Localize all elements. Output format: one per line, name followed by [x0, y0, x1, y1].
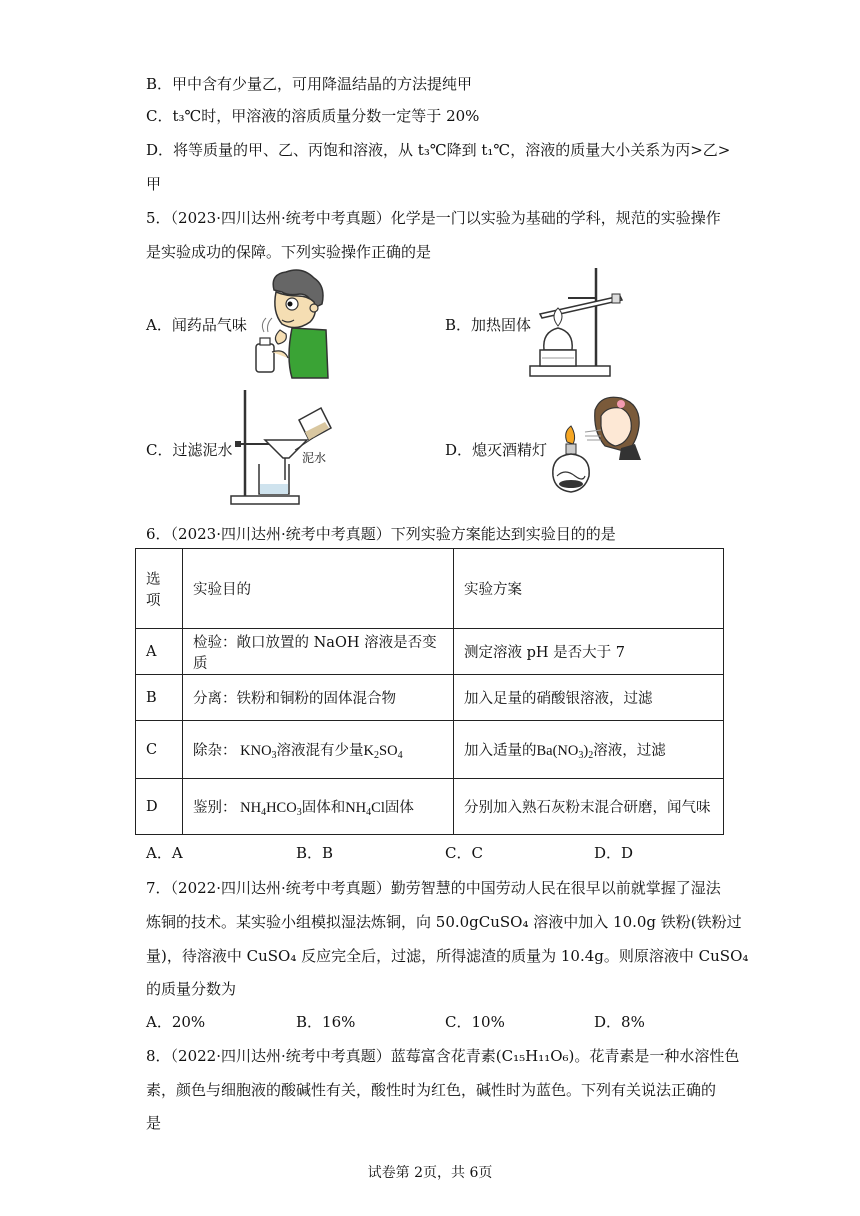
- table-row: [136, 629, 724, 675]
- q7-stem-line2: 炼铜的技术。某实验小组模拟湿法炼铜，向 50.0gCuSO₄ 溶液中加入 10.0g 铁粉(铁粉过: [146, 913, 742, 931]
- q7-answer-c: C．10%: [445, 1013, 505, 1031]
- page-footer: 试卷第 2页，共 6页: [367, 1165, 493, 1181]
- header-plan: 实验方案: [454, 549, 724, 629]
- header-purpose: 实验目的: [183, 549, 454, 629]
- row-plan: 加入足量的硝酸银溶液，过滤: [454, 675, 724, 721]
- q7-stem-line4: 的质量分数为: [146, 980, 237, 998]
- filtration-illustration: [225, 388, 343, 506]
- mud-water-label: 泥水: [302, 451, 327, 465]
- row-purpose: 检验：敞口放置的 NaOH 溶液是否变质: [183, 629, 454, 675]
- row-purpose: 分离：铁粉和铜粉的固体混合物: [183, 675, 454, 721]
- q5-option-b: B．加热固体: [445, 316, 532, 334]
- q6-answer-c: C．C: [445, 844, 483, 862]
- header-option: [136, 549, 183, 629]
- row-purpose: 除杂： $KNO_3$溶液混有少量$K_2SO_4$: [183, 721, 454, 779]
- table-row: [136, 675, 724, 721]
- row-plan: 分别加入熟石灰粉末混合研磨，闻气味: [454, 779, 724, 835]
- q8-stem-line3: 是: [146, 1114, 162, 1132]
- q8-stem-line1: 8．（2022·四川达州·统考中考真题）蓝莓富含花青素(C₁₅H₁₁O₆)。花青素是一种水溶性色: [146, 1047, 740, 1065]
- q7-answer-d: D．8%: [594, 1013, 645, 1031]
- q6-answer-d: D．D: [594, 844, 634, 862]
- q7-answer-b: B．16%: [296, 1013, 356, 1031]
- q5-stem-line1: 5．（2023·四川达州·统考中考真题）化学是一门以实验为基础的学科，规范的实验操作: [146, 209, 721, 227]
- header-option-line2: 项: [146, 592, 161, 609]
- row-plan: 加入适量的$Ba(NO_3)_2$溶液，过滤: [454, 721, 724, 779]
- q6-answer-a: A．A: [146, 844, 183, 862]
- q5-option-d: D．熄灭酒精灯: [445, 441, 548, 459]
- q7-answer-a: A．20%: [146, 1013, 206, 1031]
- q5-option-a: A．闻药品气味: [146, 316, 247, 334]
- row-option: D: [136, 779, 183, 835]
- q4-option-c: C．t₃℃时，甲溶液的溶质质量分数一定等于 20%: [146, 107, 480, 125]
- q7-stem-line1: 7．（2022·四川达州·统考中考真题）勤劳智慧的中国劳动人民在很早以前就掌握了湿法: [146, 879, 721, 897]
- row-option: B: [136, 675, 183, 721]
- q7-stem-line3: 量)，待溶液中 CuSO₄ 反应完全后，过滤，所得滤渣的质量为 10.4g。则原溶液中 CuSO₄: [146, 947, 749, 965]
- q4-option-d-line2: 甲: [146, 175, 162, 193]
- q4-option-d-line1: D．将等质量的甲、乙、丙饱和溶液，从 t₃℃降到 t₁℃，溶液的质量大小关系为丙>乙>: [146, 141, 731, 159]
- q6-stem: 6．（2023·四川达州·统考中考真题）下列实验方案能达到实验目的的是: [146, 525, 616, 543]
- q4-option-b: B．甲中含有少量乙，可用降温结晶的方法提纯甲: [146, 75, 473, 93]
- row-option: A: [136, 629, 183, 675]
- row-purpose: 鉴别： $NH_4HCO_3$固体和$NH_4Cl$固体: [183, 779, 454, 835]
- header-option-line1: 选: [146, 571, 161, 588]
- q8-stem-line2: 素，颜色与细胞液的酸碱性有关，酸性时为红色，碱性时为蓝色。下列有关说法正确的: [146, 1081, 717, 1099]
- row-option: C: [136, 721, 183, 779]
- table-row: [136, 779, 724, 835]
- smelling-chemical-illustration: [252, 268, 332, 380]
- q5-option-c: C．过滤泥水: [146, 441, 233, 459]
- table-header-row: [136, 549, 724, 629]
- blowing-lamp-illustration: [545, 396, 649, 500]
- experiment-table: [135, 548, 724, 835]
- table-row: [136, 721, 724, 779]
- row-plan: 测定溶液 pH 是否大于 7: [454, 629, 724, 675]
- q6-answer-b: B．B: [296, 844, 334, 862]
- heating-solid-illustration: [528, 268, 628, 380]
- q5-stem-line2: 是实验成功的保障。下列实验操作正确的是: [146, 243, 432, 261]
